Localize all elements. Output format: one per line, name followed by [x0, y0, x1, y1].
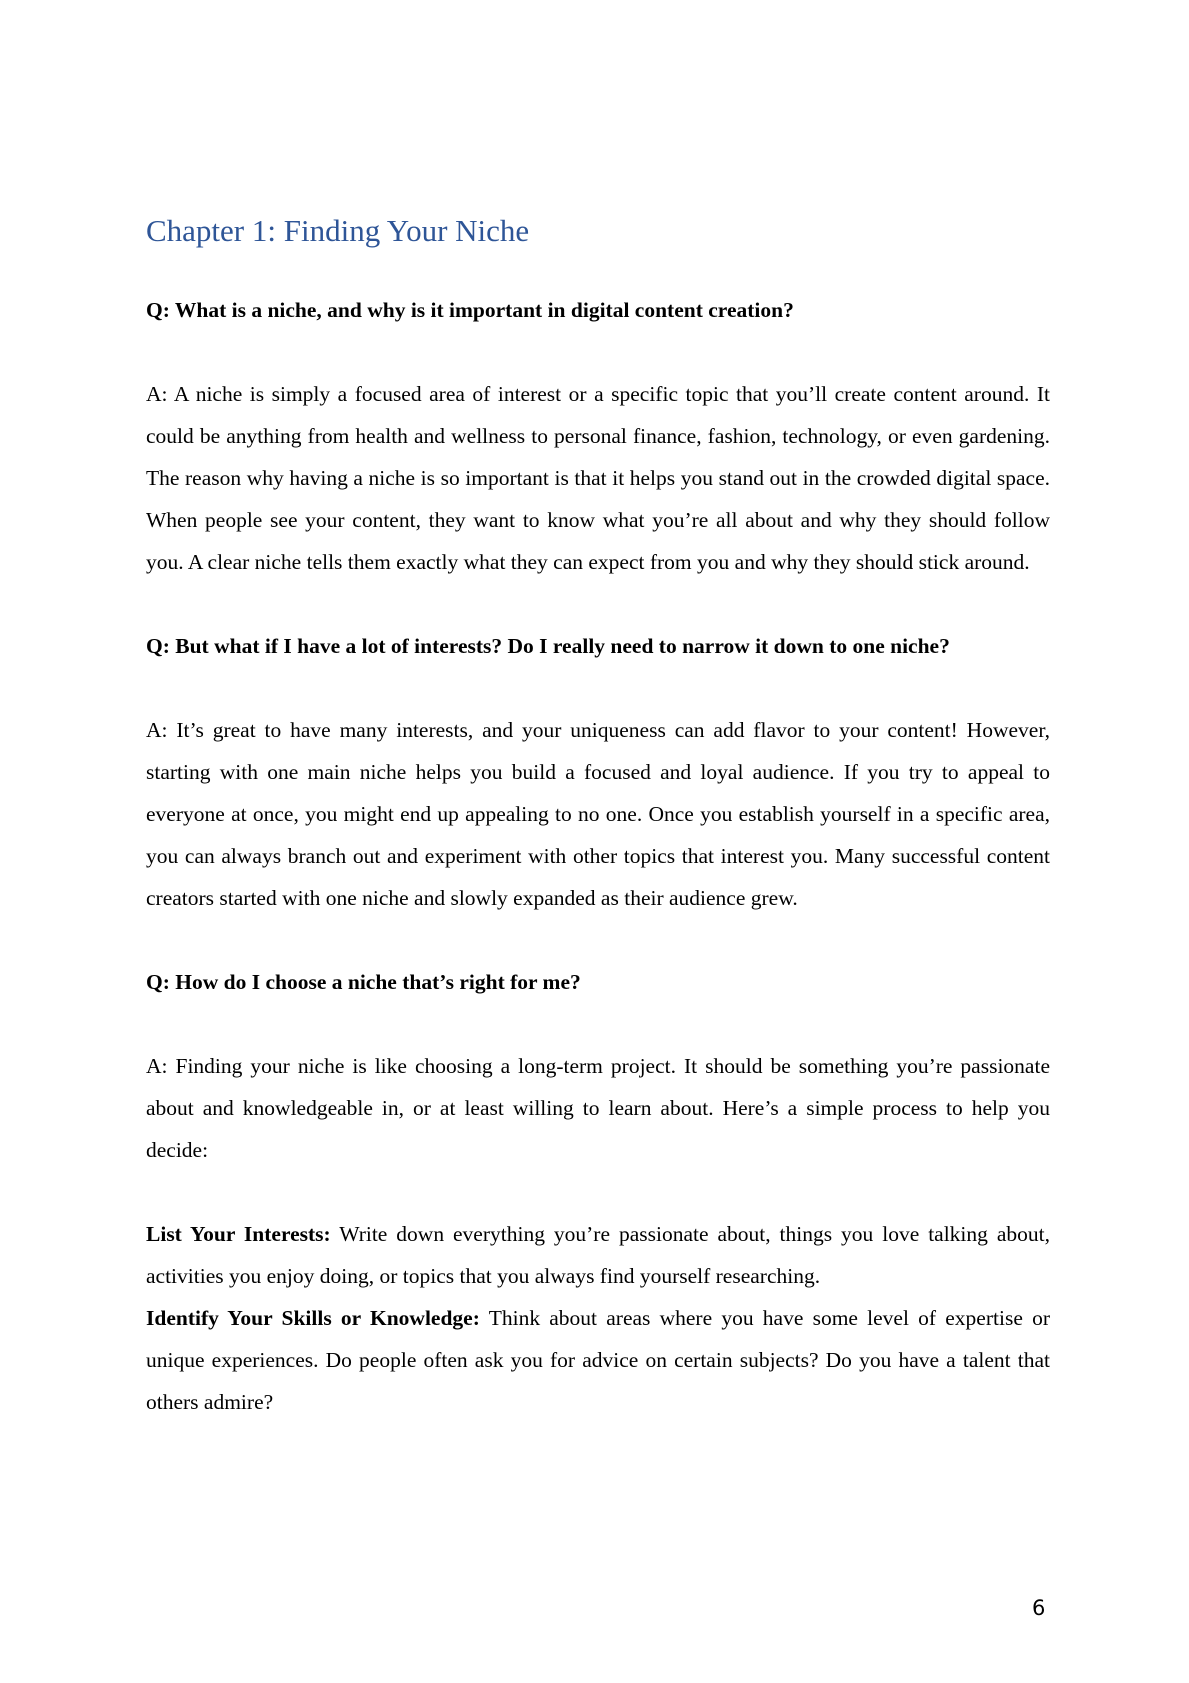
chapter-title: Chapter 1: Finding Your Niche: [146, 213, 530, 248]
answer-3: A: Finding your niche is like choosing a long-term project. It should be something you’re passionate about and knowledgeable in, or at least willing to learn about. Here’s a simple process to help you decide:: [146, 1054, 1050, 1162]
step-list-interests: [146, 1213, 1050, 1297]
page-content: [146, 205, 1050, 1423]
question-3: Q: How do I choose a niche that’s right for me?: [146, 970, 581, 994]
question-1: Q: What is a niche, and why is it important in digital content creation?: [146, 298, 794, 322]
step-text: Write down everything you’re passionate about, things you love talking about, activities you enjoy doing, or topics that you always find yourself researching.: [146, 1222, 1050, 1288]
answer-1: A: A niche is simply a focused area of interest or a specific topic that you’ll create content around. It could be anything from health and wellness to personal finance, fashion, technology, or even gardening. The reason why having a niche is so important is that it helps you stand out in the crowded digital space. When people see your content, they want to know what you’re all about and why they should follow you. A clear niche tells them exactly what they can expect from you and why they should stick around.: [146, 382, 1050, 574]
step-label: Identify Your Skills or Knowledge:: [146, 1306, 480, 1330]
step-label: List Your Interests:: [146, 1222, 331, 1246]
question-2: Q: But what if I have a lot of interests? Do I really need to narrow it down to one niche?: [146, 634, 950, 658]
step-identify-skills: [146, 1297, 1050, 1423]
answer-2: A: It’s great to have many interests, and your uniqueness can add flavor to your content! However, starting with one main niche helps you build a focused and loyal audience. If you try to appeal to everyone at once, you might end up appealing to no one. Once you establish yourself in a specific area, you can always branch out and experiment with other topics that interest you. Many successful content creators started with one niche and slowly expanded as their audience grew.: [146, 718, 1050, 910]
step-text: Think about areas where you have some level of expertise or unique experiences. Do people often ask you for advice on certain subjects? Do you have a talent that others admire?: [146, 1306, 1050, 1414]
page-number: 6: [1032, 1596, 1046, 1620]
